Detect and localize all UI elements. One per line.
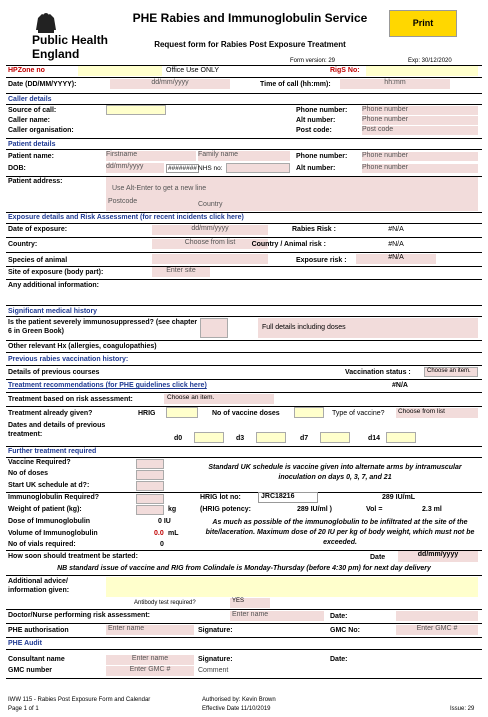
recommendations-value: #N/A <box>392 382 408 389</box>
treatment-based-select[interactable]: Choose an item. <box>164 394 274 404</box>
footer-page: Page 1 of 1 <box>8 706 39 712</box>
vaccine-required-label: Vaccine Required? <box>8 459 71 466</box>
previous-section: Previous rabies vaccination history: <box>8 356 129 363</box>
start-date-input[interactable]: dd/mm/yyyy <box>398 551 478 562</box>
vacc-status-select[interactable]: Choose an item. <box>424 367 478 377</box>
form-version: Form version: 29 <box>290 58 336 64</box>
species-label: Species of animal <box>8 257 68 264</box>
caller-alt-input[interactable]: Phone number <box>362 116 478 125</box>
site-label: Site of exposure (body part): <box>8 269 104 276</box>
treatment-given-label: Treatment already given? <box>8 410 93 417</box>
consultant-label: Consultant name <box>8 656 65 663</box>
country-animal-risk-value: #N/A <box>388 241 404 248</box>
d14-label: d14 <box>368 435 381 442</box>
office-use-label: Office Use ONLY <box>166 67 220 74</box>
no-doses-label: No of vaccine doses <box>212 410 280 417</box>
exposure-risk-value: #N/A <box>356 254 436 264</box>
caller-phone-input[interactable]: Phone number <box>362 106 478 115</box>
no-of-doses-label: No of doses <box>8 470 49 477</box>
audit-section: PHE Audit <box>8 640 42 647</box>
phe-auth-label: PHE authorisation <box>8 627 69 634</box>
firstname-input[interactable]: Firstname <box>106 151 196 161</box>
ig-required-label: Immunoglobulin Required? <box>8 494 99 501</box>
previous-courses-label: Details of previous courses <box>8 369 100 376</box>
immuno-question: Is the patient severely immunosuppressed? (see chapter 6 in Green Book) <box>8 319 198 335</box>
site-input[interactable]: Enter site <box>152 267 210 277</box>
rabies-risk-value: #N/A <box>388 226 404 233</box>
ml-label: mL <box>168 530 179 537</box>
antibody-select[interactable]: YES <box>230 598 270 608</box>
patient-phone-label: Phone number: <box>296 153 348 160</box>
hpzone-label: HPZone no <box>8 67 45 74</box>
d7-label: d7 <box>300 435 309 442</box>
address-hint: Use Alt-Enter to get a new line <box>112 185 207 192</box>
start-uk-input[interactable] <box>136 481 164 491</box>
doctor-date-input[interactable] <box>396 611 478 621</box>
vol-ig-value: 0.0 <box>154 530 164 537</box>
patient-phone-input[interactable]: Phone number <box>362 152 478 161</box>
hrig-input[interactable] <box>166 407 198 418</box>
schedule-note: Standard UK schedule is vaccine given into alternate arms by intramuscular inoculation on days 0, 3, 7, and 21 <box>208 464 462 481</box>
address-label: Patient address: <box>8 178 63 185</box>
immuno-input[interactable] <box>200 318 228 338</box>
dose-ig-value: 0 IU <box>158 518 171 525</box>
org-name-line1: Public Health <box>32 33 109 47</box>
additional-info-label: Any additional information: <box>8 282 99 289</box>
no-doses-input[interactable] <box>294 407 324 418</box>
phe-signature-label: Signature: <box>198 627 233 634</box>
potency-value: 289 IU/ml ) <box>296 506 332 513</box>
patient-name-label: Patient name: <box>8 153 54 160</box>
full-details-hint: Full details including doses <box>262 324 346 331</box>
org-name-line2: England <box>32 47 80 61</box>
expiry-date: Exp: 30/12/2020 <box>408 58 452 64</box>
full-details-input[interactable] <box>258 318 478 338</box>
nhs-label: NHS no: <box>198 165 223 172</box>
country-select[interactable]: Choose from list <box>152 239 268 249</box>
crest-icon <box>32 10 60 34</box>
advice-label: Additional advice/ information given: <box>8 578 70 594</box>
caller-org-label: Caller organisation: <box>8 127 74 134</box>
phe-gmc-label: GMC No: <box>330 627 360 634</box>
doctor-date-label: Date: <box>330 613 348 620</box>
caller-section: Caller details <box>8 96 52 103</box>
footer-author: Authorised by: Kevin Brown <box>202 697 276 703</box>
nhs-input[interactable] <box>226 163 290 173</box>
caller-name-label: Caller name: <box>8 117 51 124</box>
audit-gmc-label: GMC number <box>8 667 52 674</box>
doctor-label: Doctor/Nurse performing risk assessment: <box>8 612 150 619</box>
dose-ig-label: Dose of Immunoglobulin <box>8 518 91 525</box>
source-input[interactable] <box>106 105 166 115</box>
antibody-label: Antibody test required? <box>134 600 196 606</box>
rigs-input[interactable] <box>366 66 478 76</box>
patient-alt-label: Alt number: <box>296 165 336 172</box>
recommendations-link[interactable]: Treatment recommendations (for PHE guidelines click here) <box>8 382 207 389</box>
type-vaccine-select[interactable]: Choose from list <box>396 408 478 418</box>
further-section: Further treatment required <box>8 448 97 455</box>
hrig-lot-input[interactable]: JRC18216 <box>258 492 318 503</box>
vol-value: 2.3 ml <box>422 506 442 513</box>
caller-alt-label: Alt number: <box>296 117 336 124</box>
dob-label: DOB: <box>8 165 26 172</box>
comment-label: Comment <box>198 667 229 674</box>
caller-post-label: Post code: <box>296 127 332 134</box>
caller-phone-label: Phone number: <box>296 107 348 114</box>
d7-input[interactable] <box>320 432 350 443</box>
footer-doc: IWW 115 - Rabies Post Exposure Form and Calendar <box>8 697 151 703</box>
d3-input[interactable] <box>256 432 286 443</box>
hrig-label: HRIG <box>138 410 156 417</box>
vol-ig-label: Volume of Immunoglobulin <box>8 530 98 537</box>
other-hx-label: Other relevant Hx (allergies, coagulopathies) <box>8 343 157 350</box>
source-label: Source of call: <box>8 107 57 114</box>
exposure-risk-label: Exposure risk : <box>296 257 347 264</box>
audit-gmc-input[interactable]: Enter GMC # <box>106 666 194 676</box>
date-label: Date (DD/MM/YYYY): <box>8 81 77 88</box>
weight-input[interactable] <box>136 505 164 515</box>
infiltrate-note: As much as possible of the immunoglobulin to be infiltrated at the site of the bite/laceration. Maximum dose of 20 IU per kg of body weight, which must not be exceeded. <box>205 519 475 546</box>
rigs-label: RigS No: <box>330 67 360 74</box>
ig-required-input[interactable] <box>136 494 164 504</box>
patient-alt-input[interactable]: Phone number <box>362 164 478 173</box>
postcode-input[interactable]: Postcode <box>108 198 166 208</box>
vials-label: No of vials required: <box>8 541 76 548</box>
hpzone-input[interactable] <box>78 66 162 76</box>
footer-effective: Effective Date 11/10/2019 <box>202 706 271 712</box>
phe-logo <box>26 10 109 61</box>
d0-input[interactable] <box>194 432 224 443</box>
exposure-date-input[interactable]: dd/mm/yyyy <box>152 225 268 235</box>
start-uk-label: Start UK schedule at d?: <box>8 482 90 489</box>
potency-label: (HRIG potency: <box>200 506 251 513</box>
d3-label: d3 <box>236 435 245 442</box>
weight-label: Weight of patient (kg): <box>8 506 82 513</box>
vials-value: 0 <box>160 541 164 548</box>
dates-details-label: Dates and details of previous treatment: <box>8 422 106 438</box>
dob-input[interactable]: dd/mm/yyyy <box>106 163 164 173</box>
page-subtitle: Request form for Rabies Post Exposure Treatment <box>154 40 346 49</box>
hrig-lot-label: HRIG lot no: <box>200 494 241 501</box>
age-display: ######## <box>168 165 197 172</box>
start-date-label: Date <box>370 554 386 561</box>
delivery-note: NB standard issue of vaccine and RIG from Colindale is Monday-Thursday (before 4:30 pm) for next day delivery <box>57 565 431 572</box>
time-input[interactable]: hh:mm <box>340 79 450 89</box>
page-title: PHE Rabies and Immunoglobulin Service <box>132 11 368 25</box>
print-button[interactable]: Print <box>389 10 457 37</box>
date-input[interactable]: dd/mm/yyyy <box>110 79 230 89</box>
country-input[interactable]: Country <box>198 201 256 211</box>
exposure-date-label: Date of exposure: <box>8 226 68 233</box>
exposure-section-link[interactable]: Exposure details and Risk Assessment (for recent incidents click here) <box>8 214 244 221</box>
phe-gmc-input[interactable]: Enter GMC # <box>396 625 478 635</box>
species-input[interactable] <box>152 254 268 264</box>
consultant-name-input[interactable]: Enter name <box>106 655 194 665</box>
familyname-input[interactable]: Family name <box>198 151 290 161</box>
advice-input[interactable] <box>106 577 478 597</box>
type-vaccine-label: Type of vaccine? <box>332 410 385 417</box>
patient-section: Patient details <box>8 141 56 148</box>
rabies-risk-label: Rabies Risk : <box>292 226 336 233</box>
how-soon-label: How soon should treatment be started: <box>8 553 138 560</box>
vacc-status-label: Vaccination status : <box>345 369 411 376</box>
country-label: Country: <box>8 241 38 248</box>
vaccine-required-input[interactable] <box>136 459 164 469</box>
country-animal-risk-label: Country / Animal risk : <box>251 241 326 248</box>
iu-ml-value: 289 IU/mL <box>382 494 416 501</box>
vol-label: Vol = <box>366 506 383 513</box>
kg-label: kg <box>168 506 177 513</box>
audit-signature-label: Signature: <box>198 656 233 663</box>
no-of-doses-input[interactable] <box>136 470 164 480</box>
footer-issue: Issue: 29 <box>450 706 475 712</box>
time-label: Time of call (hh:mm): <box>260 81 331 88</box>
medical-section: Significant medical history <box>8 308 98 315</box>
caller-post-input[interactable]: Post code <box>362 126 478 135</box>
audit-date-label: Date: <box>330 656 348 663</box>
treatment-based-label: Treatment based on risk assessment: <box>8 396 133 403</box>
d0-label: d0 <box>174 435 183 442</box>
doctor-name-input[interactable]: Enter name <box>230 611 324 621</box>
d14-input[interactable] <box>386 432 416 443</box>
phe-auth-name-input[interactable]: Enter name <box>106 625 194 635</box>
